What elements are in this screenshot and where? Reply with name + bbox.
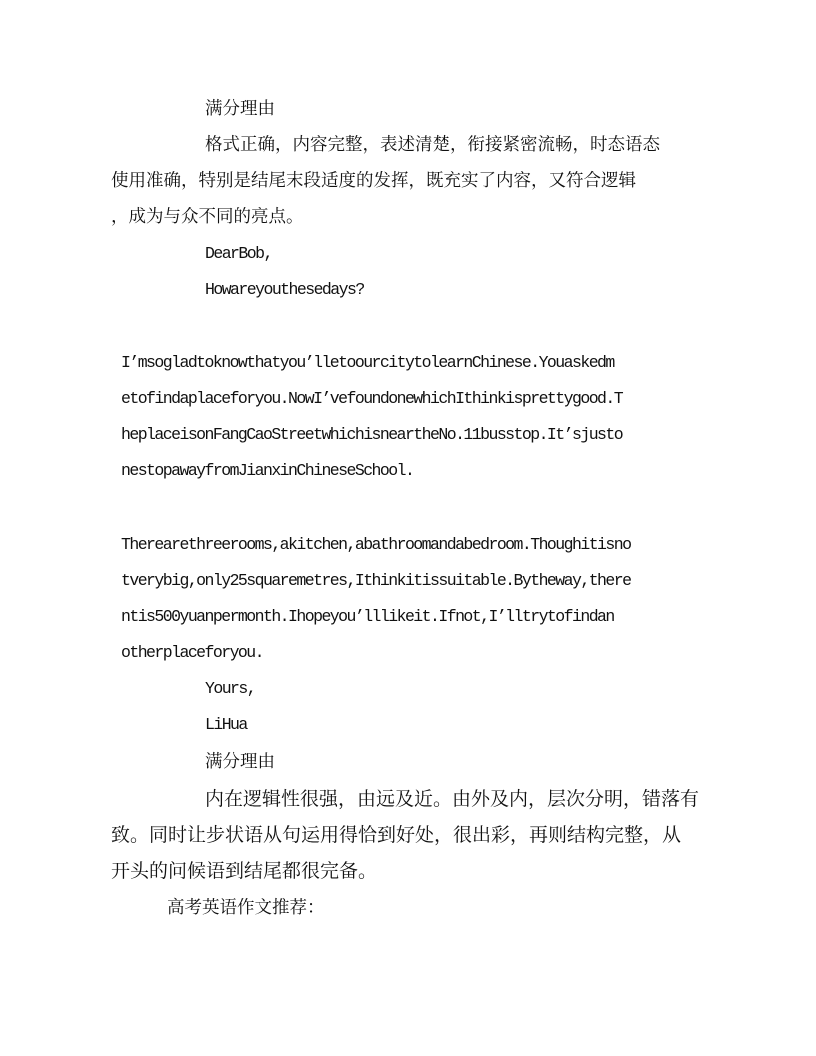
letter-signature: LiHua	[205, 715, 247, 734]
reason2-line-3: 开头的问候语到结尾都很完备。	[111, 860, 378, 882]
reason-line-3: ，成为与众不同的亮点。	[111, 207, 304, 227]
reason-heading-1: 满分理由	[205, 99, 275, 119]
reason-heading-2: 满分理由	[205, 752, 275, 772]
reason-line-1: 格式正确，内容完整，表述清楚，衔接紧密流畅，时态语态	[205, 135, 660, 155]
letter-p1-line-2: etofindaplaceforyou.NowI’vefoundonewhichIthinkisprettygood.T	[121, 389, 623, 408]
letter-p2-line-2: tverybig,only25squaremetres,Ithinkitissuitable.Bytheway,there	[121, 571, 631, 590]
letter-p2-line-1: Therearethreerooms,akitchen,abathroomandabedroom.Thoughitisno	[121, 535, 631, 554]
reason2-line-1: 内在逻辑性很强，由远及近。由外及内，层次分明，错落有	[205, 788, 700, 810]
letter-p1-line-1: I’msogladtoknowthatyou’lletoourcitytolearnChinese.Youaskedm	[121, 353, 614, 372]
letter-closing: Yours,	[205, 679, 256, 698]
reason-line-2: 使用准确，特别是结尾末段适度的发挥，既充实了内容，又符合逻辑	[111, 171, 636, 191]
letter-p2-line-4: otherplaceforyou.	[121, 643, 263, 662]
letter-salutation: DearBob,	[205, 244, 272, 263]
letter-greeting: Howareyouthesedays?	[205, 280, 364, 299]
reason2-line-2: 致。同时让步状语从句运用得恰到好处，很出彩，再则结构完整，从	[111, 824, 682, 846]
letter-p1-line-3: heplaceisonFangCaoStreetwhichisneartheNo.11busstop.It’sjusto	[121, 425, 623, 444]
letter-p1-line-4: nestopawayfromJianxinChineseSchool.	[121, 461, 414, 480]
letter-p2-line-3: ntis500yuanpermonth.Ihopeyou’lllikeit.Ifnot,I’lltrytofindan	[121, 607, 614, 626]
recommendation-heading: 高考英语作文推荐：	[167, 898, 325, 918]
